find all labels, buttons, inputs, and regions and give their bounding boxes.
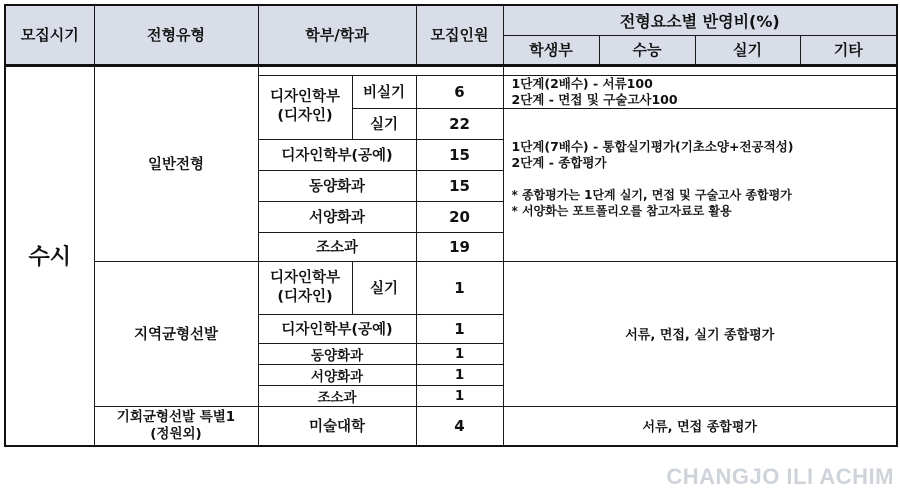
header-ratio: 전형요소별 반영비(%) bbox=[503, 5, 897, 35]
general-note2-line1: 1단계(7배수) - 통합실기평가(기초소양+전공적성) bbox=[511, 138, 794, 154]
period-cell: 수시 bbox=[5, 65, 94, 446]
special-dept: 미술대학 bbox=[258, 406, 416, 446]
regional-type-cell: 지역균형선발 bbox=[94, 261, 258, 406]
regional-practical-count: 1 bbox=[416, 261, 503, 314]
general-note-stage2 bbox=[503, 108, 897, 261]
regional-oriental-count: 1 bbox=[416, 343, 503, 364]
general-practical-count: 22 bbox=[416, 108, 503, 139]
special-type-line2: (정원외) bbox=[150, 425, 202, 442]
general-practical: 실기 bbox=[352, 108, 416, 139]
header-ratio-csat: 수능 bbox=[599, 35, 695, 65]
header-period: 모집시기 bbox=[5, 5, 94, 65]
general-note2-line4: * 서양화는 포트폴리오를 참고자료로 활용 bbox=[511, 203, 732, 218]
general-design-dept-sub: (디자인) bbox=[277, 108, 333, 124]
general-sculpture-count: 19 bbox=[416, 232, 503, 261]
regional-practical: 실기 bbox=[352, 261, 416, 314]
general-oriental: 동양화과 bbox=[258, 170, 416, 201]
spacer bbox=[258, 65, 503, 75]
general-design-dept bbox=[258, 75, 352, 139]
spacer bbox=[503, 65, 897, 75]
general-note1-line1: 1단계(2배수) - 서류100 bbox=[511, 75, 653, 91]
general-craft-dept: 디자인학부(공예) bbox=[258, 139, 416, 170]
special-type-line1: 기회균형선발 특별1 bbox=[116, 408, 236, 425]
special-count: 4 bbox=[416, 406, 503, 446]
regional-note: 서류, 면접, 실기 종합평가 bbox=[503, 261, 897, 406]
regional-western-count: 1 bbox=[416, 364, 503, 385]
header-ratio-practical: 실기 bbox=[695, 35, 800, 65]
general-type-cell: 일반전형 bbox=[94, 65, 258, 261]
regional-oriental: 동양화과 bbox=[258, 343, 416, 364]
regional-western: 서양화과 bbox=[258, 364, 416, 385]
general-sculpture: 조소과 bbox=[258, 232, 416, 261]
header-ratio-other: 기타 bbox=[800, 35, 897, 65]
regional-design-dept-name: 디자인학부 bbox=[269, 269, 341, 286]
general-note2-line3: * 종합평가는 1단계 실기, 면접 및 구술고사 종합평가 bbox=[511, 187, 792, 202]
general-western-count: 20 bbox=[416, 201, 503, 232]
general-note-stage1 bbox=[503, 75, 897, 108]
regional-design-dept bbox=[258, 261, 352, 314]
general-note2-line2: 2단계 - 종합평가 bbox=[511, 154, 607, 170]
header-dept: 학부/학과 bbox=[258, 5, 416, 65]
special-type-cell bbox=[94, 406, 258, 446]
regional-sculpture: 조소과 bbox=[258, 385, 416, 406]
admission-table bbox=[4, 4, 898, 447]
general-note1-line2: 2단계 - 면접 및 구술고사100 bbox=[511, 91, 678, 107]
header-count: 모집인원 bbox=[416, 5, 503, 65]
special-note: 서류, 면접 종합평가 bbox=[503, 406, 897, 446]
general-western: 서양화과 bbox=[258, 201, 416, 232]
general-craft-count: 15 bbox=[416, 139, 503, 170]
header-ratio-student-record: 학생부 bbox=[503, 35, 599, 65]
header-type: 전형유형 bbox=[94, 5, 258, 65]
general-design-dept-name: 디자인학부 bbox=[269, 89, 341, 105]
regional-craft-count: 1 bbox=[416, 314, 503, 343]
general-non-practical: 비실기 bbox=[352, 75, 416, 108]
regional-design-dept-sub: (디자인) bbox=[277, 288, 333, 305]
general-oriental-count: 15 bbox=[416, 170, 503, 201]
general-non-practical-count: 6 bbox=[416, 75, 503, 108]
regional-craft-dept: 디자인학부(공예) bbox=[258, 314, 416, 343]
watermark-logo: CHANGJO ILI ACHIM bbox=[666, 464, 894, 489]
regional-sculpture-count: 1 bbox=[416, 385, 503, 406]
